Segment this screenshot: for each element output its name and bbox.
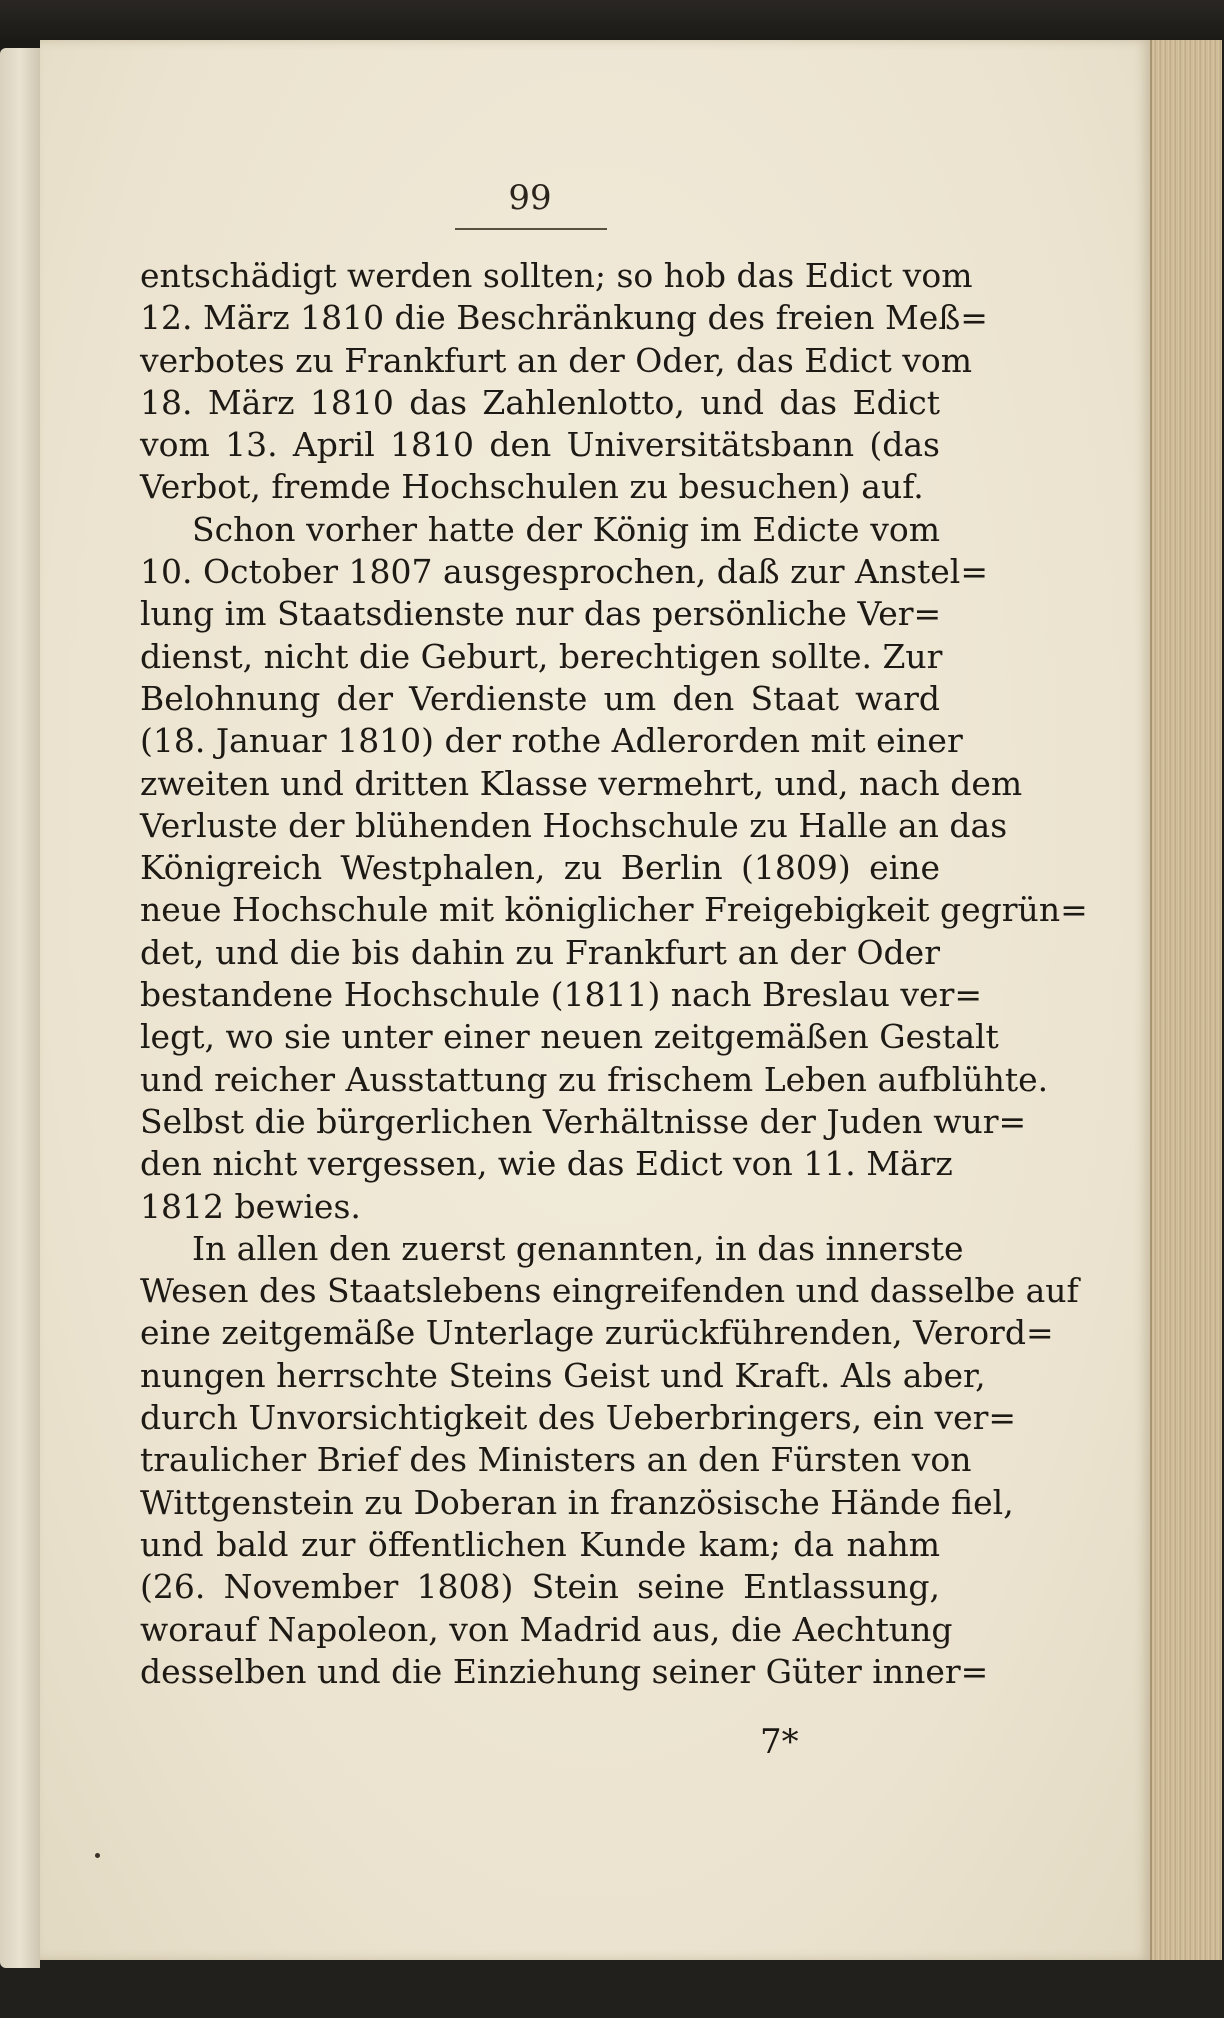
text-line: dienst, nicht die Geburt, berechtigen sollte. Zur [140, 636, 943, 676]
text-line: vom 13. April 1810 den Universitätsbann (das [140, 425, 940, 465]
text-line: legt, wo sie unter einer neuen zeitgemäßen Gestalt [140, 1017, 999, 1057]
text-line: den nicht vergessen, wie das Edict von 11. März [140, 1144, 953, 1184]
text-line: 10. October 1807 ausgesprochen, daß zur Anstel= [140, 552, 988, 592]
text-line: durch Unvorsichtigkeit des Ueberbringers, ein ver= [140, 1398, 1017, 1438]
text-line: Verluste der blühenden Hochschule zu Halle an das [140, 805, 1008, 845]
text-line: Schon vorher hatte der König im Edicte vom [192, 509, 940, 549]
signature-mark: 7* [760, 1722, 799, 1762]
text-line: und reicher Ausstattung zu frischem Leben aufblühte. [140, 1059, 1049, 1099]
text-line: 18. März 1810 das Zahlenlotto, und das Edict [140, 382, 940, 422]
text-line: worauf Napoleon, von Madrid aus, die Aechtung [140, 1609, 953, 1649]
text-line: desselben und die Einziehung seiner Güter inner= [140, 1651, 989, 1691]
text-line: lung im Staatsdienste nur das persönliche Ver= [140, 594, 942, 634]
text-line: Verbot, fremde Hochschulen zu besuchen) auf. [140, 467, 924, 507]
body-text [140, 255, 1088, 1693]
ink-speck [95, 1853, 100, 1858]
text-line: (18. Januar 1810) der rothe Adlerorden mit einer [140, 721, 963, 761]
text-line: Wesen des Staatslebens eingreifenden und dasselbe auf [140, 1271, 1079, 1311]
text-line: (26. November 1808) Stein seine Entlassung, [140, 1567, 940, 1607]
text-line: 1812 bewies. [140, 1186, 361, 1226]
text-line: det, und die bis dahin zu Frankfurt an der Oder [140, 932, 940, 972]
text-line: Wittgenstein zu Doberan in französische Hände fiel, [140, 1482, 1014, 1522]
header-rule [455, 228, 607, 230]
text-line: neue Hochschule mit königlicher Freigebigkeit gegrün= [140, 890, 1088, 930]
text-line: zweiten und dritten Klasse vermehrt, und, nach dem [140, 763, 1023, 803]
text-line: bestandene Hochschule (1811) nach Breslau ver= [140, 975, 983, 1015]
text-line: 12. März 1810 die Beschränkung des freien Meß= [140, 298, 988, 338]
text-line: eine zeitgemäße Unterlage zurückführenden, Verord= [140, 1313, 1054, 1353]
page-number: 99 [508, 178, 552, 218]
text-line: entschädigt werden sollten; so hob das Edict vom [140, 256, 973, 295]
text-line: In allen den zuerst genannten, in das innerste [192, 1228, 964, 1268]
text-line: Belohnung der Verdienste um den Staat ward [140, 678, 940, 718]
text-line: und bald zur öffentlichen Kunde kam; da nahm [140, 1524, 940, 1564]
text-line: verbotes zu Frankfurt an der Oder, das Edict vom [140, 340, 973, 380]
text-line: Königreich Westphalen, zu Berlin (1809) eine [140, 848, 940, 888]
page-stack-edges [1150, 40, 1222, 1960]
facing-page-edge [0, 48, 40, 1968]
text-line: Selbst die bürgerlichen Verhältnisse der Juden wur= [140, 1101, 1027, 1141]
text-line: nungen herrschte Steins Geist und Kraft. Als aber, [140, 1355, 986, 1395]
text-line: traulicher Brief des Ministers an den Fürsten von [140, 1440, 972, 1480]
